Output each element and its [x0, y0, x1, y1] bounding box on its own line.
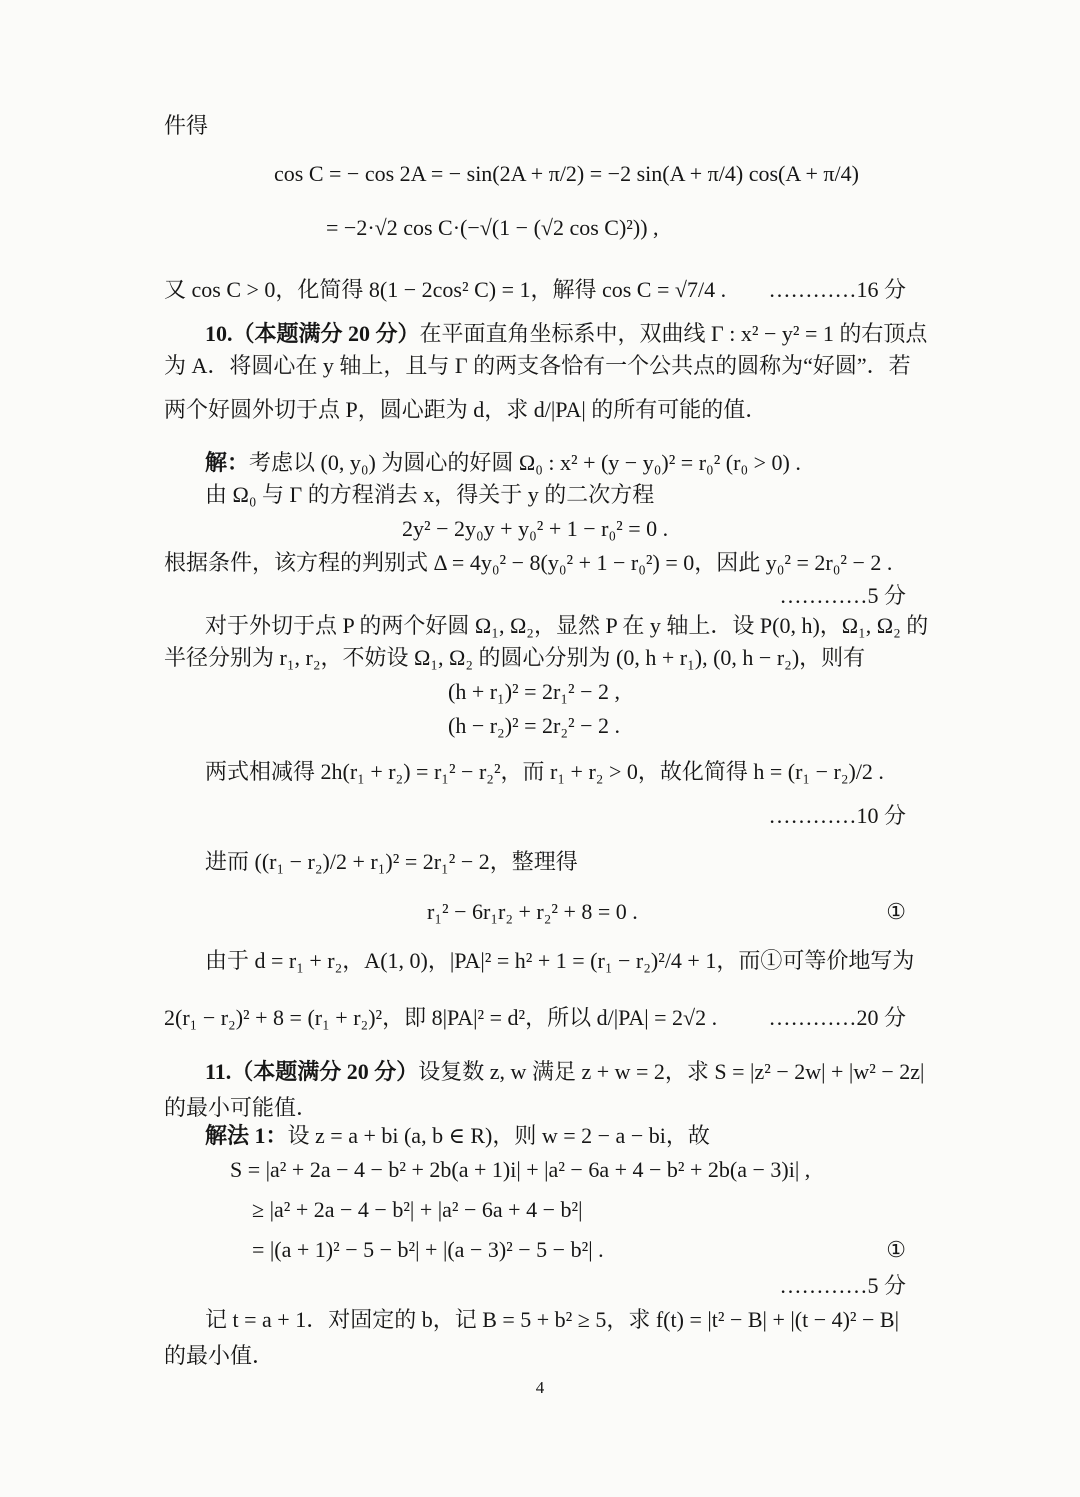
- text-line: 设复数 z, w 满足 z + w = 2，求 S = |z² − 2w| + |w² − 2z|: [418, 1059, 925, 1084]
- score-mark: …………5 分: [779, 583, 906, 608]
- text-line: 对于外切于点 P 的两个好圆 Ω₁, Ω₂，显然 P 在 y 轴上．设 P(0, h)，Ω₁, Ω₂ 的: [205, 613, 929, 638]
- equation-quadratic: 2y² − 2y₀y + y₀² + 1 − r₀² = 0 .: [402, 516, 669, 541]
- equation-number: ①: [886, 899, 906, 924]
- solution-intro: [205, 449, 801, 477]
- score-mark: …………5 分: [779, 1273, 906, 1298]
- text-line: 进而 ((r₁ − r₂)/2 + r₁)² = 2r₁² − 2，整理得: [205, 849, 578, 874]
- problem-10-statement: [205, 320, 927, 348]
- text-line: 记 t = a + 1．对固定的 b，记 B = 5 + b² ≥ 5，求 f(t) = |t² − B| + |(t − 4)² − B|: [205, 1307, 900, 1332]
- text-line: 由于 d = r₁ + r₂，A(1, 0)，|PA|² = h² + 1 = (r₁ − r₂)²/4 + 1，而①可等价地写为: [205, 948, 915, 973]
- equation-s1: S = |a² + 2a − 4 − b² + 2b(a + 1)i| + |a² − 6a + 4 − b² + 2b(a − 3)i| ,: [230, 1157, 811, 1182]
- text-line: 在平面直角坐标系中，双曲线 Γ : x² − y² = 1 的右顶点: [419, 321, 928, 346]
- score-mark: …………10 分: [768, 803, 906, 828]
- problem-title: 10.（本题满分 20 分）: [205, 321, 420, 346]
- text-line: 的最小值．: [164, 1343, 275, 1368]
- equation-c: r₁² − 6r₁r₂ + r₂² + 8 = 0 .: [427, 899, 638, 924]
- text-line: 根据条件，该方程的判别式 Δ = 4y₀² − 8(y₀² + 1 − r₀²) = 0，因此 y₀² = 2r₀² − 2 .: [164, 550, 893, 575]
- equation-s3: = |(a + 1)² − 5 − b²| + |(a − 3)² − 5 − b²| .: [252, 1237, 604, 1262]
- text-line: 设 z = a + bi (a, b ∈ R)，则 w = 2 − a − bi，故: [287, 1123, 710, 1148]
- equation-cos-c: cos C = − cos 2A = − sin(2A + π/2) = −2 sin(A + π/4) cos(A + π/4): [274, 161, 859, 186]
- equation-cos-c-continued: = −2·√2 cos C·(−√(1 − (√2 cos C)²)) ,: [326, 215, 659, 240]
- page-number: 4: [535, 1378, 545, 1397]
- problem-title: 11.（本题满分 20 分）: [205, 1059, 419, 1084]
- conclusion-line: 又 cos C > 0，化简得 8(1 − 2cos² C) = 1，解得 cos C = √7/4 .: [164, 277, 727, 302]
- text-line: 件得: [164, 113, 209, 138]
- score-mark: …………20 分: [768, 1005, 906, 1030]
- text-line: 半径分别为 r₁, r₂，不妨设 Ω₁, Ω₂ 的圆心分别为 (0, h + r₁), (0, h − r₂)，则有: [164, 645, 866, 670]
- solution-label: 解：: [205, 450, 250, 475]
- equation-a: (h + r₁)² = 2r₁² − 2 ,: [448, 679, 621, 704]
- text-line: 的最小可能值．: [164, 1095, 319, 1120]
- problem-11-statement: [205, 1058, 924, 1086]
- text-line: 为 A．将圆心在 y 轴上，且与 Γ 的两支各恰有一个公共点的圆称为“好圆”．若: [164, 353, 911, 378]
- method-label: 解法 1：: [205, 1123, 288, 1148]
- text-line: 考虑以 (0, y₀) 为圆心的好圆 Ω₀ : x² + (y − y₀)² = r₀² (r₀ > 0) .: [249, 450, 801, 475]
- equation-s2: ≥ |a² + 2a − 4 − b²| + |a² − 6a + 4 − b²|: [252, 1197, 583, 1222]
- score-mark: …………16 分: [768, 277, 906, 302]
- method-intro: [205, 1122, 710, 1150]
- equation-b: (h − r₂)² = 2r₂² − 2 .: [448, 713, 621, 738]
- text-line: 由 Ω₀ 与 Γ 的方程消去 x，得关于 y 的二次方程: [205, 482, 655, 507]
- equation-number: ①: [886, 1237, 906, 1262]
- text-line: 两个好圆外切于点 P，圆心距为 d，求 d/|PA| 的所有可能的值．: [164, 397, 768, 422]
- text-line: 2(r₁ − r₂)² + 8 = (r₁ + r₂)²，即 8|PA|² = d²，所以 d/|PA| = 2√2 .: [164, 1005, 718, 1030]
- text-line: 两式相减得 2h(r₁ + r₂) = r₁² − r₂²，而 r₁ + r₂ > 0，故化简得 h = (r₁ − r₂)/2 .: [205, 759, 884, 784]
